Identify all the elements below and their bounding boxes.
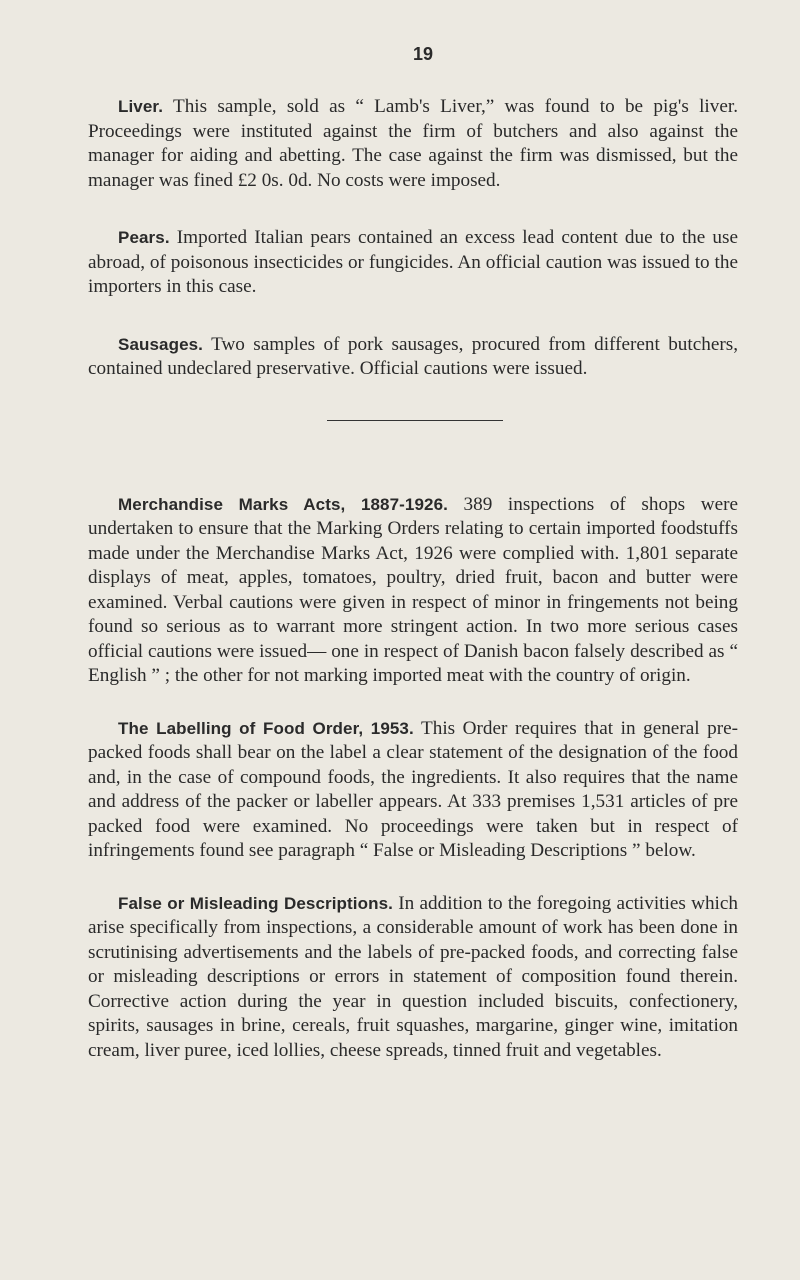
- paragraph-pears: [88, 226, 738, 300]
- paragraph-heading-false-descriptions: False or Misleading Descriptions.: [118, 893, 393, 913]
- paragraph-liver: [88, 95, 738, 193]
- paragraph-text-liver: This sample, sold as “ Lamb's Liver,” was found to be pig's liver. Proceedings were instituted against the firm of butchers and also against the manager for aiding and abetting. The case against the firm was dismissed, but the manager was fined £2 0s. 0d. No costs were imposed.: [88, 96, 738, 191]
- page-number: 19: [412, 44, 434, 64]
- section-divider: [327, 420, 503, 421]
- paragraph-text-merchandise-marks: 389 inspections of shops were undertaken to ensure that the Marking Orders relating to certain imported foodstuffs made under the Merchandise Marks Act, 1926 were complied with. 1,801 separate displays of meat, apples, tomatoes, poultry, dried fruit, bacon and butter were examined. Verbal cautions were given in respect of minor in fringements not being found so serious as to warrant more stringent action. In two more serious cases official cautions were issued— one in respect of Danish bacon falsely described as “ English ” ; the other for not marking imported meat with the country of origin.: [88, 493, 738, 686]
- paragraph-text-labelling-order: This Order requires that in general pre-packed foods shall bear on the label a clear statement of the designation of the food and, in the case of compound foods, the ingredients. It also requires that the name and address of the packer or labeller appears. At 333 premises 1,531 articles of pre packed food were examined. No proceedings were taken but in respect of infringements found see paragraph “ False or Misleading Descriptions ” below.: [88, 717, 738, 861]
- paragraph-heading-sausages: Sausages.: [118, 334, 204, 354]
- paragraph-text-pears: Imported Italian pears contained an excess lead content due to the use abroad, of poisonous insecticides or fungicides. An official caution was issued to the importers in this case.: [88, 227, 738, 297]
- paragraph-text-false-descriptions: In addition to the foregoing activities which arise specifically from inspections, a considerable amount of work has been done in scrutinising advertisements and the labels of pre-packed foods, and correcting false or misleading descriptions or errors in statement of composition found therein. Corrective action during the year in question included biscuits, confectionery, spirits, sausages in brine, cereals, fruit squashes, margarine, ginger wine, imitation cream, liver puree, iced lollies, cheese spreads, tinned fruit and vegetables.: [88, 892, 738, 1061]
- paragraph-labelling-order: [88, 717, 738, 864]
- paragraph-heading-liver: Liver.: [118, 97, 164, 116]
- document-page: [88, 44, 738, 1063]
- paragraph-false-descriptions: [88, 892, 738, 1064]
- paragraph-heading-merchandise-marks: Merchandise Marks Acts, 1887-1926.: [118, 494, 448, 514]
- paragraph-heading-labelling-order: The Labelling of Food Order, 1953.: [118, 718, 414, 738]
- paragraph-text-sausages: Two samples of pork sausages, procured from different butchers, contained undeclared preservative. Official cautions were issued.: [88, 333, 738, 379]
- paragraph-heading-pears: Pears.: [118, 228, 170, 247]
- paragraph-sausages: [88, 333, 738, 382]
- paragraph-merchandise-marks: [88, 493, 738, 689]
